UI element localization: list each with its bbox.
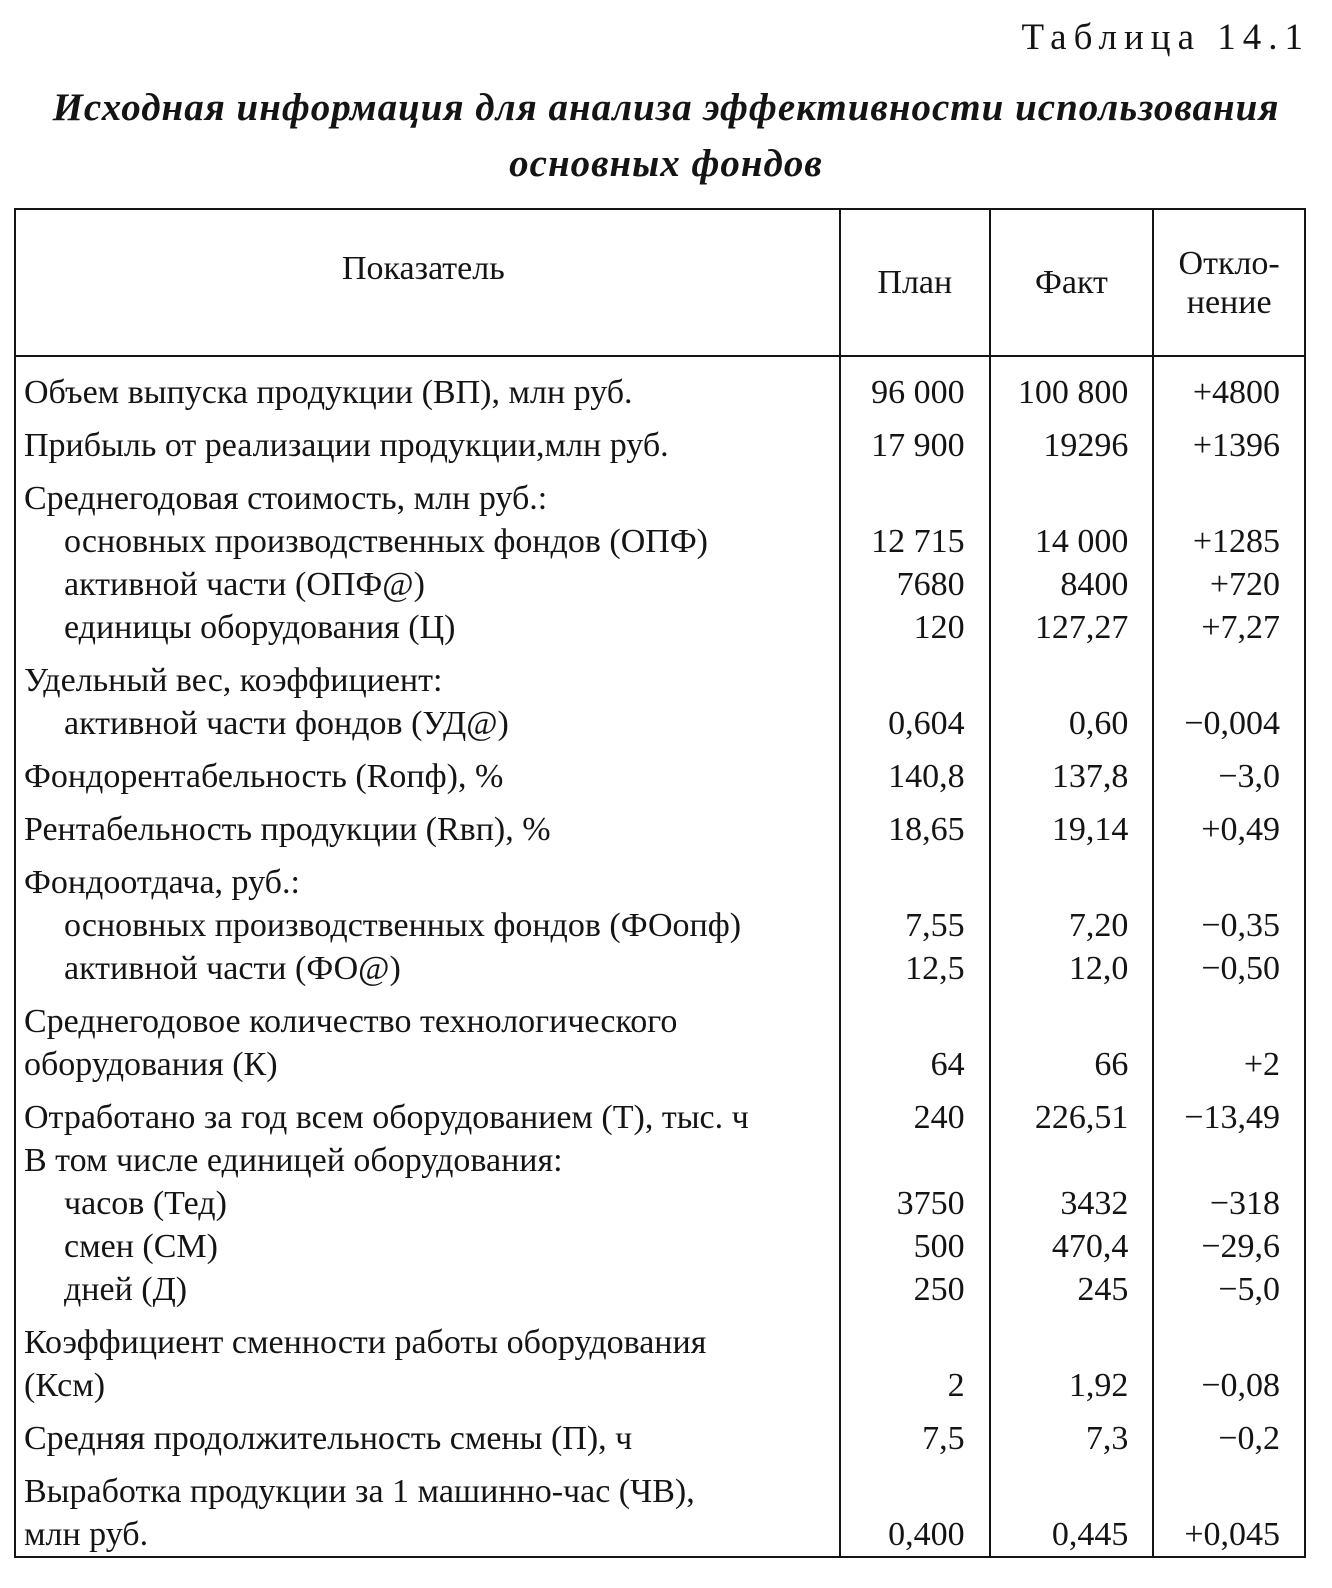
table-row	[15, 563, 1305, 606]
plan-value: 240	[840, 1096, 990, 1139]
header-indicator: Показатель	[15, 209, 840, 356]
spacer-cell	[990, 851, 1154, 861]
deviation-value: +4800	[1192, 374, 1280, 411]
table-row	[15, 356, 1305, 414]
indicator-cell	[15, 356, 840, 414]
fact-value: 245	[990, 1268, 1154, 1311]
plan-value: 96 000	[840, 356, 990, 414]
deviation-value: +720	[1209, 566, 1280, 603]
header-deviation-line-1: Откло-	[1178, 244, 1280, 282]
header-deviation-line-2: нение	[1186, 283, 1272, 321]
table-row	[15, 1182, 1305, 1225]
deviation-value: −0,08	[1201, 1367, 1280, 1404]
spacer-cell	[840, 798, 990, 808]
fact-value: 0,445	[990, 1470, 1154, 1557]
indicator-label: активной части (ФО@)	[64, 950, 401, 987]
indicator-cell	[15, 808, 840, 851]
row-spacer	[15, 798, 1305, 808]
table-row	[15, 755, 1305, 798]
fact-value: 137,8	[990, 755, 1154, 798]
spacer-cell	[15, 414, 840, 424]
indicator-cell	[15, 755, 840, 798]
indicator-cell	[15, 606, 840, 649]
table-body	[15, 356, 1305, 1557]
plan-value: 3750	[840, 1182, 990, 1225]
deviation-value: −0,2	[1218, 1420, 1280, 1457]
row-spacer	[15, 649, 1305, 659]
spacer-cell	[1153, 1407, 1305, 1417]
header-fact: Факт	[990, 209, 1154, 356]
spacer-cell	[1153, 1086, 1305, 1096]
indicator-label: Прибыль от реализации продукции,млн руб.	[24, 427, 669, 464]
indicators-table	[14, 208, 1306, 1558]
spacer-cell	[990, 414, 1154, 424]
spacer-cell	[1153, 1460, 1305, 1470]
row-spacer	[15, 467, 1305, 477]
spacer-cell	[990, 1407, 1154, 1417]
indicator-label: активной части фондов (УД@)	[64, 705, 509, 742]
indicator-cell	[15, 702, 840, 745]
fact-value	[990, 1139, 1154, 1182]
plan-value: 12 715	[840, 520, 990, 563]
table-row	[15, 520, 1305, 563]
spacer-cell	[15, 1407, 840, 1417]
spacer-cell	[990, 745, 1154, 755]
deviation-value: −13,49	[1184, 1099, 1280, 1136]
plan-value: 18,65	[840, 808, 990, 851]
deviation-value: −29,6	[1201, 1228, 1280, 1265]
indicator-label: смен (СМ)	[64, 1228, 218, 1265]
indicator-label: Среднегодовое количество технологического	[24, 1003, 678, 1040]
spacer-cell	[15, 745, 840, 755]
spacer-cell	[1153, 798, 1305, 808]
table-row	[15, 1321, 1305, 1407]
plan-value: 500	[840, 1225, 990, 1268]
indicator-cell	[15, 861, 840, 904]
indicator-label: Рентабельность продукции (Rвп), %	[24, 811, 551, 848]
fact-value: 14 000	[990, 520, 1154, 563]
fact-value: 7,20	[990, 904, 1154, 947]
fact-value	[990, 659, 1154, 702]
indicator-label: Фондоотдача, руб.:	[24, 864, 300, 901]
spacer-cell	[15, 1460, 840, 1470]
row-spacer	[15, 1086, 1305, 1096]
deviation-value: −318	[1209, 1185, 1280, 1222]
table-row	[15, 477, 1305, 520]
plan-value: 2	[840, 1321, 990, 1407]
indicator-label: активной части (ОПФ@)	[64, 566, 425, 603]
fact-value: 127,27	[990, 606, 1154, 649]
table-row	[15, 1268, 1305, 1311]
table-number: Таблица 14.1	[1021, 17, 1310, 58]
indicator-label: Коэффициент сменности работы оборудования	[24, 1324, 707, 1361]
indicator-label: Удельный вес, коэффициент:	[24, 662, 443, 699]
indicator-cell	[15, 1470, 840, 1557]
plan-value: 0,604	[840, 702, 990, 745]
plan-value: 250	[840, 1268, 990, 1311]
row-spacer	[15, 414, 1305, 424]
plan-value: 0,400	[840, 1470, 990, 1557]
deviation-value	[1153, 1139, 1305, 1182]
deviation-value	[1153, 861, 1305, 904]
spacer-cell	[840, 1407, 990, 1417]
table-row	[15, 1000, 1305, 1086]
spacer-cell	[1153, 1311, 1305, 1321]
spacer-cell	[15, 851, 840, 861]
row-spacer	[15, 745, 1305, 755]
spacer-cell	[1153, 745, 1305, 755]
plan-value: 17 900	[840, 424, 990, 467]
spacer-cell	[840, 467, 990, 477]
table-row	[15, 947, 1305, 990]
row-spacer	[15, 1407, 1305, 1417]
fact-value: 66	[990, 1000, 1154, 1086]
deviation-value: +1285	[1192, 523, 1280, 560]
spacer-cell	[840, 745, 990, 755]
indicator-label: часов (Тед)	[64, 1185, 227, 1222]
row-spacer	[15, 1311, 1305, 1321]
spacer-cell	[840, 1311, 990, 1321]
table-row	[15, 1225, 1305, 1268]
spacer-cell	[990, 1460, 1154, 1470]
indicator-cell	[15, 563, 840, 606]
spacer-cell	[15, 798, 840, 808]
spacer-cell	[15, 1311, 840, 1321]
row-spacer	[15, 990, 1305, 1000]
deviation-value	[1153, 659, 1305, 702]
fact-value: 12,0	[990, 947, 1154, 990]
deviation-value: +2	[1243, 1046, 1280, 1083]
spacer-cell	[840, 1086, 990, 1096]
indicator-label: В том числе единицей оборудования:	[24, 1142, 563, 1179]
row-spacer	[15, 851, 1305, 861]
indicator-label: единицы оборудования (Ц)	[64, 609, 456, 646]
spacer-cell	[1153, 467, 1305, 477]
plan-value: 64	[840, 1000, 990, 1086]
indicator-cell	[15, 424, 840, 467]
indicator-cell	[15, 659, 840, 702]
spacer-cell	[15, 1086, 840, 1096]
indicator-cell	[15, 904, 840, 947]
indicator-label: Средняя продолжительность смены (П), ч	[24, 1420, 633, 1457]
header-plan: План	[840, 209, 990, 356]
spacer-cell	[1153, 414, 1305, 424]
table-row	[15, 659, 1305, 702]
header-deviation	[1153, 209, 1305, 356]
indicator-label: млн руб.	[24, 1516, 149, 1553]
table-row	[15, 861, 1305, 904]
spacer-cell	[1153, 851, 1305, 861]
plan-value: 120	[840, 606, 990, 649]
plan-value: 140,8	[840, 755, 990, 798]
indicator-cell	[15, 1321, 840, 1407]
deviation-value: −3,0	[1218, 758, 1280, 795]
plan-value	[840, 659, 990, 702]
spacer-cell	[990, 467, 1154, 477]
fact-value: 226,51	[990, 1096, 1154, 1139]
fact-value: 100 800	[990, 356, 1154, 414]
deviation-value: +1396	[1192, 427, 1280, 464]
spacer-cell	[990, 990, 1154, 1000]
deviation-value: −0,50	[1201, 950, 1280, 987]
plan-value: 7680	[840, 563, 990, 606]
table-row	[15, 1417, 1305, 1460]
spacer-cell	[990, 1311, 1154, 1321]
table-row	[15, 1470, 1305, 1557]
plan-value: 7,55	[840, 904, 990, 947]
indicator-label: Объем выпуска продукции (ВП), млн руб.	[24, 374, 633, 411]
table-row	[15, 424, 1305, 467]
indicator-cell	[15, 477, 840, 520]
spacer-cell	[840, 1460, 990, 1470]
spacer-cell	[840, 649, 990, 659]
table-title: Исходная информация для анализа эффективности использования основных фондов	[52, 86, 1280, 185]
spacer-cell	[840, 414, 990, 424]
deviation-value: −0,35	[1201, 907, 1280, 944]
indicator-cell	[15, 1417, 840, 1460]
indicator-label: основных производственных фондов (ОПФ)	[64, 523, 709, 560]
table-row	[15, 1096, 1305, 1139]
indicator-cell	[15, 1096, 840, 1139]
indicator-cell	[15, 1139, 840, 1182]
fact-value: 7,3	[990, 1417, 1154, 1460]
spacer-cell	[840, 851, 990, 861]
table-row	[15, 1139, 1305, 1182]
deviation-value: −0,004	[1184, 705, 1280, 742]
spacer-cell	[15, 649, 840, 659]
spacer-cell	[15, 467, 840, 477]
fact-value: 19,14	[990, 808, 1154, 851]
spacer-cell	[1153, 990, 1305, 1000]
plan-value: 7,5	[840, 1417, 990, 1460]
spacer-cell	[1153, 649, 1305, 659]
plan-value: 12,5	[840, 947, 990, 990]
spacer-cell	[990, 798, 1154, 808]
indicator-cell	[15, 947, 840, 990]
fact-value: 0,60	[990, 702, 1154, 745]
fact-value: 470,4	[990, 1225, 1154, 1268]
indicator-cell	[15, 520, 840, 563]
indicator-cell	[15, 1268, 840, 1311]
indicator-label: (Ксм)	[24, 1367, 106, 1404]
table-header-row	[15, 209, 1305, 356]
spacer-cell	[990, 649, 1154, 659]
plan-value	[840, 1139, 990, 1182]
table-row	[15, 808, 1305, 851]
fact-value: 3432	[990, 1182, 1154, 1225]
plan-value	[840, 861, 990, 904]
deviation-value: +7,27	[1201, 609, 1280, 646]
indicator-label: оборудования (К)	[24, 1046, 278, 1083]
indicator-cell	[15, 1182, 840, 1225]
fact-value	[990, 477, 1154, 520]
indicator-label: Отработано за год всем оборудованием (Т), тыс. ч	[24, 1099, 749, 1136]
table-row	[15, 606, 1305, 649]
deviation-value	[1153, 477, 1305, 520]
fact-value	[990, 861, 1154, 904]
table-row	[15, 904, 1305, 947]
indicator-label: основных производственных фондов (ФОопф)	[64, 907, 742, 944]
indicator-label: Фондорентабельность (Rопф), %	[24, 758, 504, 795]
deviation-value: +0,045	[1184, 1516, 1280, 1553]
row-spacer	[15, 1460, 1305, 1470]
fact-value: 1,92	[990, 1321, 1154, 1407]
spacer-cell	[15, 990, 840, 1000]
indicator-cell	[15, 1000, 840, 1086]
deviation-value: −5,0	[1218, 1271, 1280, 1308]
plan-value	[840, 477, 990, 520]
indicator-label: дней (Д)	[64, 1271, 188, 1308]
spacer-cell	[840, 990, 990, 1000]
indicator-label: Среднегодовая стоимость, млн руб.:	[24, 480, 548, 517]
indicator-label: Выработка продукции за 1 машинно-час (ЧВ),	[24, 1473, 695, 1510]
table-row	[15, 702, 1305, 745]
indicator-cell	[15, 1225, 840, 1268]
fact-value: 19296	[990, 424, 1154, 467]
spacer-cell	[990, 1086, 1154, 1096]
fact-value: 8400	[990, 563, 1154, 606]
deviation-value: +0,49	[1201, 811, 1280, 848]
